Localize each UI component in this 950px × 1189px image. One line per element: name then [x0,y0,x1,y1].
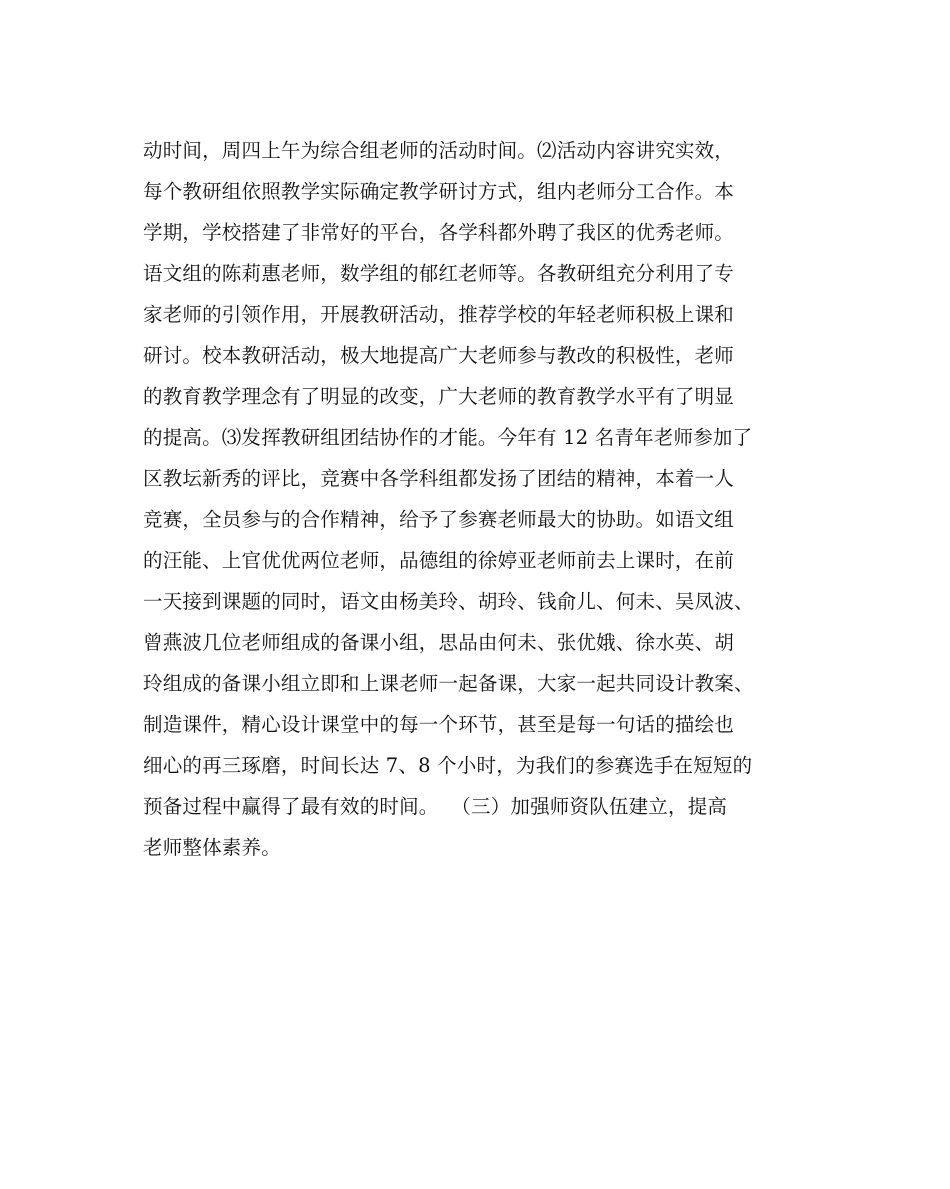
text-line: 家老师的引领作用，开展教研活动，推荐学校的年轻老师积极上课和 [143,303,735,326]
text-line: 每个教研组依照教学实际确定教学研讨方式，组内老师分工合作。本 [143,180,735,203]
text-line: 曾燕波几位老师组成的备课小组，思品由何未、张优娥、徐水英、胡 [143,631,735,654]
text-line: 语文组的陈莉惠老师，数学组的郁红老师等。各教研组充分利用了专 [143,262,735,285]
text-line: 区教坛新秀的评比，竞赛中各学科组都发扬了团结的精神，本着一人 [143,467,735,490]
text-line: 竞赛，全员参与的合作精神，给予了参赛老师最大的协助。如语文组 [143,508,735,531]
body-text [143,130,823,868]
text-line: 的提高。⑶发挥教研组团结协作的才能。今年有 12 名青年老师参加了 [143,426,753,449]
text-line: 制造课件，精心设计课堂中的每一个环节，甚至是每一句话的描绘也 [143,713,735,736]
text-line: 玲组成的备课小组立即和上课老师一起备课，大家一起共同设计教案、 [143,672,754,695]
text-line: 学期，学校搭建了非常好的平台，各学科都外聘了我区的优秀老师。 [143,221,735,244]
text-line: 的汪能、上官优优两位老师，品德组的徐婷亚老师前去上课时，在前 [143,549,735,572]
text-line: 动时间，周四上午为综合组老师的活动时间。⑵活动内容讲究实效， [143,139,735,162]
text-line: 预备过程中赢得了最有效的时间。 （三）加强师资队伍建立，提高 [143,795,728,818]
text-line: 的教育教学理念有了明显的改变，广大老师的教育教学水平有了明显 [143,385,735,408]
text-line: 研讨。校本教研活动，极大地提高广大老师参与教改的积极性，老师 [143,344,735,367]
text-line: 老师整体素养。 [143,836,281,859]
text-line: 细心的再三琢磨，时间长达 7、8 个小时，为我们的参赛选手在短短的 [143,754,753,777]
text-line: 一天接到课题的同时，语文由杨美玲、胡玲、钱俞儿、何未、吴凤波、 [143,590,754,613]
